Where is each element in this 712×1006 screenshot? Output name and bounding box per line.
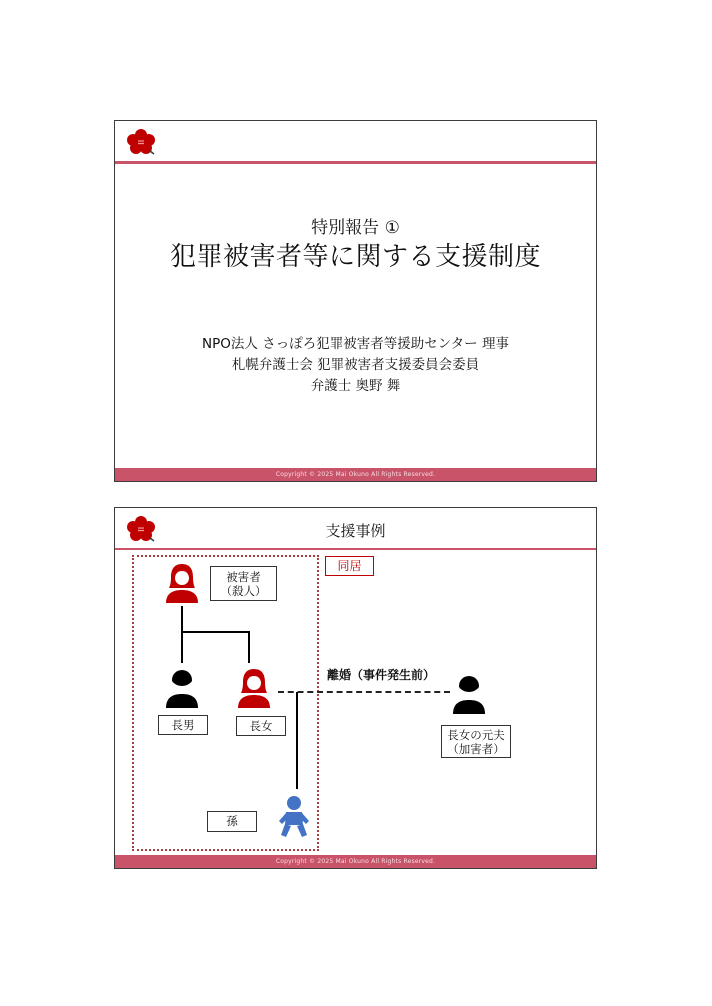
copyright-footer: Copyright © 2025 Mai Okuno All Rights Reserved. xyxy=(115,855,596,868)
case-example-slide xyxy=(114,507,597,869)
victim-label-box xyxy=(210,566,277,601)
slide-title: 支援事例 xyxy=(325,522,386,540)
tree-line-grandchild xyxy=(296,692,298,789)
cohabitation-label: 同居 xyxy=(325,556,374,576)
divorce-label: 離婚（事件発生前） xyxy=(327,668,436,682)
affiliation-line-npo: NPO法人 さっぽろ犯罪被害者等援助センター 理事 xyxy=(202,336,509,352)
victim-woman-icon xyxy=(165,563,199,603)
copyright-footer: Copyright © 2025 Mai Okuno All Rights Reserved. xyxy=(115,468,596,481)
ex-husband-icon xyxy=(452,674,486,714)
victim-cause-label: （殺人） xyxy=(220,584,267,598)
presenter-name: 弁護士 奥野 舞 xyxy=(310,378,401,394)
header-divider xyxy=(115,548,596,550)
tree-line-daughter xyxy=(248,631,250,663)
tree-line-mother xyxy=(181,606,183,663)
baby-icon xyxy=(277,795,311,839)
perpetrator-label: （加害者） xyxy=(447,742,505,756)
slide-title: 犯罪被害者等に関する支援制度 xyxy=(169,242,541,272)
eldest-son-label: 長男 xyxy=(158,715,208,735)
title-slide xyxy=(114,120,597,482)
eldest-son-icon xyxy=(165,668,199,708)
slide-subtitle: 特別報告 ① xyxy=(311,218,400,238)
eldest-daughter-icon xyxy=(237,668,271,708)
divorce-dashed-line xyxy=(278,691,450,693)
plum-blossom-logo-icon xyxy=(126,129,156,155)
ex-husband-label-box xyxy=(441,725,511,758)
ex-husband-label: 長女の元夫 xyxy=(447,728,505,742)
affiliation-line-bar-association: 札幌弁護士会 犯罪被害者支援委員会委員 xyxy=(231,357,480,373)
grandchild-label: 孫 xyxy=(207,811,257,832)
eldest-daughter-label: 長女 xyxy=(236,716,286,736)
victim-label: 被害者 xyxy=(226,570,261,584)
header-divider xyxy=(115,161,596,164)
tree-line-siblings xyxy=(181,631,250,633)
